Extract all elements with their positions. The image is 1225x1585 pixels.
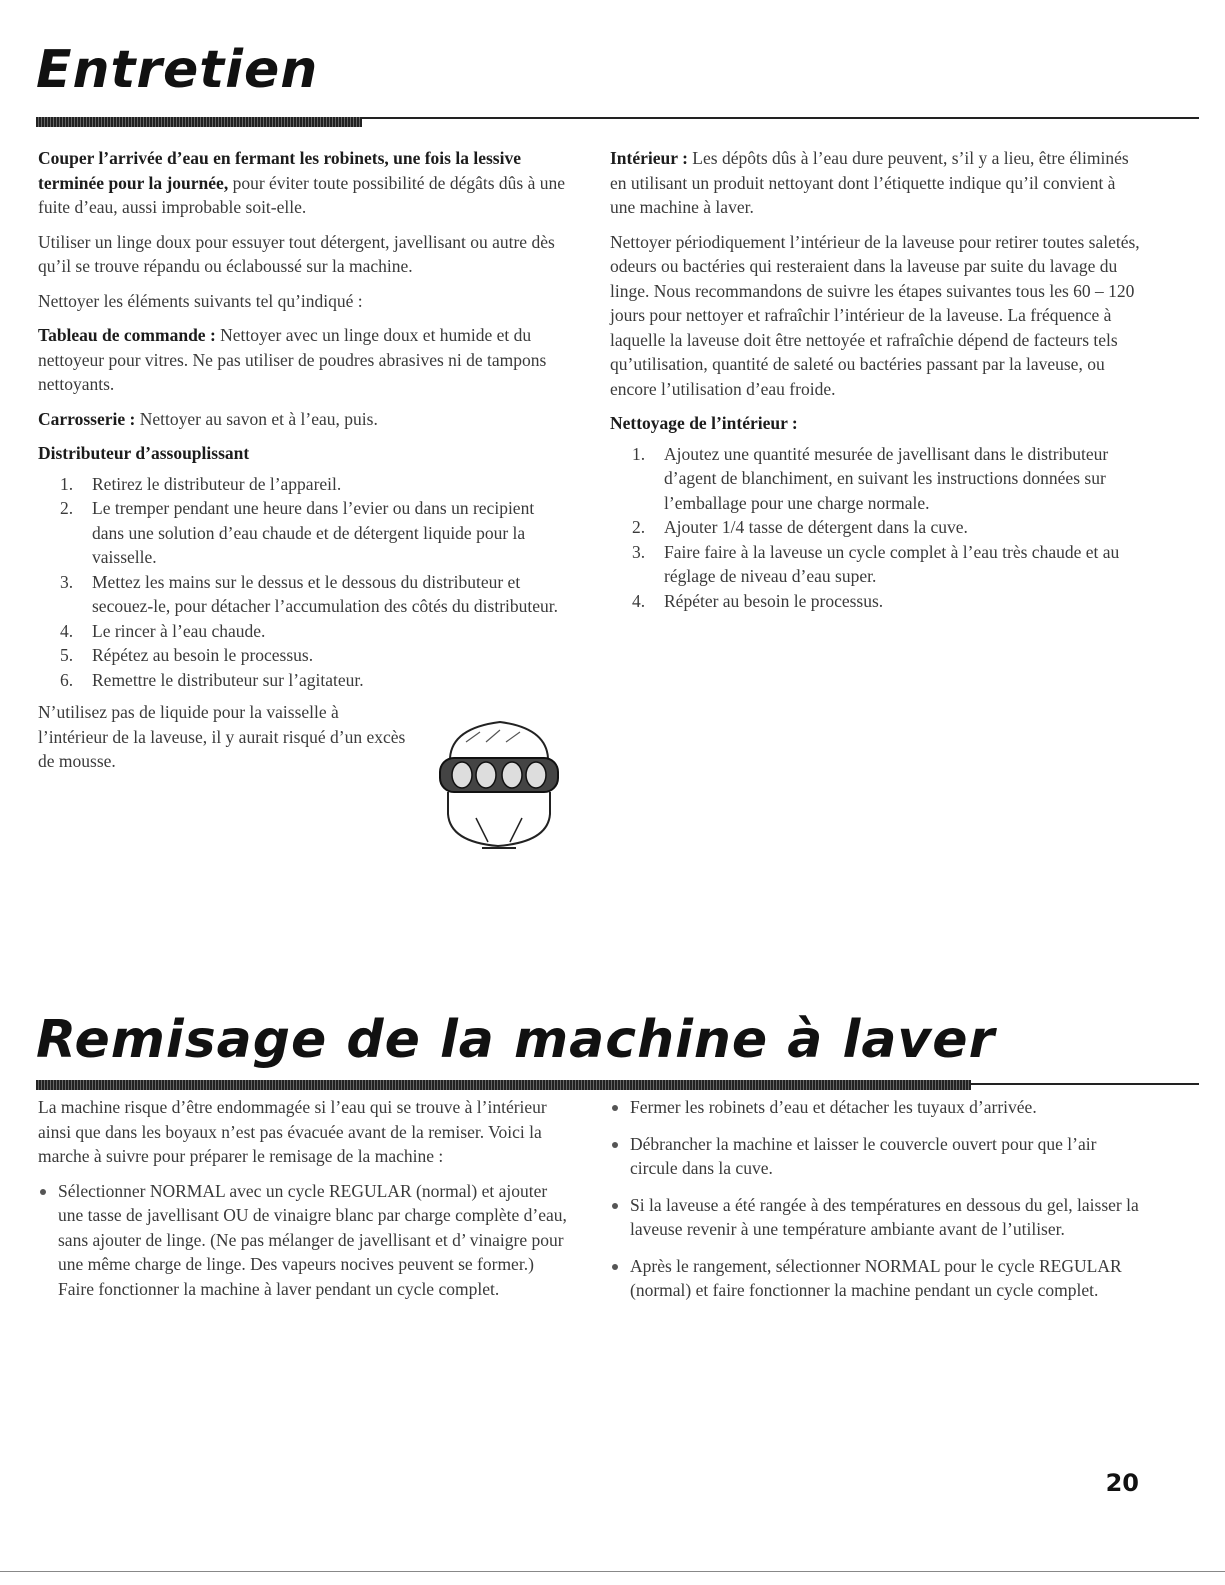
section-title-entretien: Entretien: [36, 40, 319, 100]
title-underline-bar: [36, 117, 362, 127]
page-bottom-rule: [0, 1571, 1225, 1572]
step-text: Répéter au besoin le processus.: [664, 590, 884, 611]
interieur-text: Les dépôts dûs à l’eau dure peuvent, s’il y a lieu, être éliminés en utilisant un produit nettoyant dont l’étiquette indique qu’il convient à une machine à laver.: [610, 148, 1129, 217]
list-item: [610, 589, 1140, 614]
list-item: [38, 570, 566, 619]
nettoyage-heading: Nettoyage de l’intérieur :: [610, 413, 798, 433]
list-item: [38, 496, 566, 570]
step-number: 2.: [60, 498, 74, 518]
list-item: [38, 643, 432, 668]
interieur-label: Intérieur :: [610, 148, 688, 168]
note-paragraph: N’utilisez pas de liquide pour la vaisselle à l’intérieur de la laveuse, il y aurait risqué d’un excès de mousse.: [38, 702, 406, 771]
entretien-left-column: [38, 146, 566, 784]
step-number: 3.: [632, 541, 646, 562]
intro-bold: Couper l’arrivée d’eau en fermant les robinets, une fois la lessive terminée pour la journée,: [38, 148, 521, 193]
title-underline-rule: [971, 1083, 1199, 1085]
remisage-intro: La machine risque d’être endommagée si l’eau qui se trouve à l’intérieur ainsi que dans les boyaux n’est pas évacuée avant de la remiser. Voici la marche à suivre pour préparer le remisage de la machine :: [38, 1097, 547, 1166]
step-text: Répétez au besoin le processus.: [92, 645, 314, 665]
step-number: 1.: [60, 473, 74, 494]
step-number: 3.: [60, 571, 74, 592]
tableau-paragraph: [38, 323, 566, 397]
step-text: Ajouter 1/4 tasse de détergent dans la cuve.: [664, 517, 968, 537]
carrosserie-label: Carrosserie :: [38, 408, 136, 429]
distributeur-heading: Distributeur d’assouplissant: [38, 443, 250, 463]
step-number: 6.: [60, 669, 74, 690]
carrosserie-paragraph: [38, 407, 566, 432]
list-item: Si la laveuse a été rangée à des températures en dessous du gel, laisser la laveuse revenir à une température ambiante avant de l’utiliser.: [610, 1193, 1145, 1242]
step-text: Le tremper pendant une heure dans l’evier ou dans un recipient dans une solution d’eau chaude et de détergent liquide pour la vaisselle.: [92, 498, 535, 567]
step-text: Le rincer à l’eau chaude.: [92, 620, 266, 641]
periodique-paragraph: Nettoyer périodiquement l’intérieur de la laveuse pour retirer toutes saletés, odeurs ou bactéries qui resteraient dans la laveuse par suite du lavage du linge. Nous recommandons de suivre les étapes suivantes tous les 60 – 120 jours pour nettoyer et rafraîchir l’intérieur de la laveuse. La fréquence à laquelle la laveuse doit être nettoyée et rafraîchie dépend de facteurs tels qu’utilisation, quantité de saleté ou bactéries passant par la laveuse, ou encore l’utilisation d’eau froide.: [610, 231, 1140, 399]
distributeur-steps: [38, 472, 566, 693]
list-item: [38, 619, 432, 644]
linge-paragraph: Utiliser un linge doux pour essuyer tout détergent, javellisant ou autre dès qu’il se trouve répandu ou éclaboussé sur la machine.: [38, 231, 555, 276]
list-item: Débrancher la machine et laisser le couvercle ouvert pour que l’air circule dans la cuve.: [610, 1132, 1145, 1181]
title-underline-bar: [36, 1080, 971, 1090]
step-number: 1.: [632, 443, 646, 464]
carrosserie-text: Nettoyer au savon et à l’eau, puis.: [135, 408, 378, 429]
list-item: [610, 515, 1140, 540]
interieur-paragraph: [610, 146, 1140, 220]
remisage-bullets-right: [610, 1095, 1145, 1303]
step-number: 5.: [60, 645, 74, 665]
list-item: [610, 540, 1140, 589]
step-text: Ajoutez une quantité mesurée de javellisant dans le distributeur d’agent de blanchiment, en suivant les instructions données sur l’emballage pour une charge normale.: [664, 443, 1109, 513]
nettoyage-steps: [610, 442, 1140, 614]
list-item: [38, 472, 566, 497]
step-text: Remettre le distributeur sur l’agitateur.: [92, 669, 364, 690]
list-item: [610, 442, 1140, 516]
list-item: Fermer les robinets d’eau et détacher les tuyaux d’arrivée.: [610, 1095, 1145, 1120]
page-number: 20: [1105, 1469, 1139, 1497]
remisage-left-column: [38, 1095, 570, 1313]
nettoyer-paragraph: Nettoyer les éléments suivants tel qu’indiqué :: [38, 290, 363, 311]
intro-paragraph: [38, 146, 566, 220]
step-number: 4.: [60, 620, 74, 641]
title-underline-rule: [362, 117, 1199, 119]
list-item: [38, 668, 432, 693]
step-text: Mettez les mains sur le dessus et le dessous du distributeur et secouez-le, pour détacher l’accumulation des côtés du distributeur.: [92, 571, 559, 616]
remisage-right-column: [610, 1095, 1145, 1315]
softener-dispenser-illustration: [436, 718, 562, 854]
step-text: Faire faire à la laveuse un cycle complet à l’eau très chaude et au réglage de niveau d’eau super.: [664, 541, 1120, 586]
remisage-bullets-left: [38, 1179, 570, 1302]
list-item: Après le rangement, sélectionner NORMAL pour le cycle REGULAR (normal) et faire fonctionner la machine pendant un cycle complet.: [610, 1254, 1145, 1303]
list-item: Sélectionner NORMAL avec un cycle REGULAR (normal) et ajouter une tasse de javellisant OU de vinaigre blanc par charge complète d’eau, sans ajouter de linge. (Ne pas mélanger de javellisant et d’ vinaigre pour une même charge de linge. Des vapeurs nocives peuvent se former.) Faire fonctionner la machine à laver pendant un cycle complet.: [38, 1179, 570, 1302]
step-number: 2.: [632, 517, 646, 537]
tableau-label: Tableau de commande :: [38, 325, 216, 345]
intro-rest: pour éviter toute possibilité de dégâts dûs à une fuite d’eau, aussi improbable soit-elle.: [38, 172, 566, 217]
section-title-remisage: Remisage de la machine à laver: [36, 1010, 996, 1070]
tableau-text: Nettoyer avec un linge doux et humide et du nettoyeur pour vitres. Ne pas utiliser de poudres abrasives ni de tampons nettoyants.: [38, 325, 547, 394]
step-number: 4.: [632, 590, 646, 611]
step-text: Retirez le distributeur de l’appareil.: [92, 473, 342, 494]
entretien-right-column: [610, 146, 1140, 621]
